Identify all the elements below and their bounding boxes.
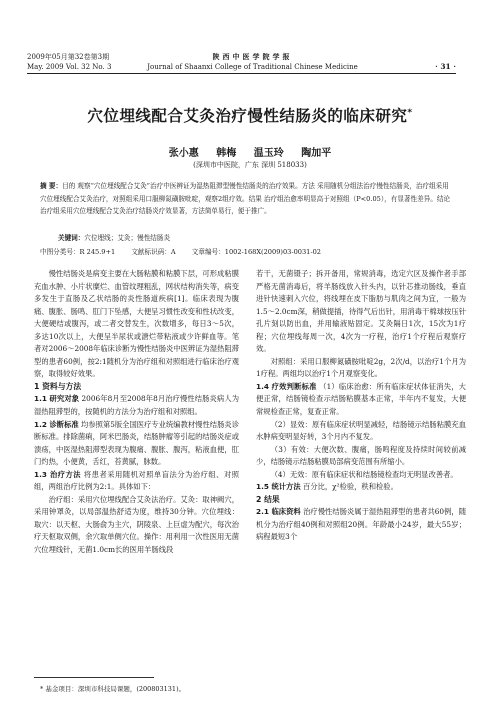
document-code: 文献标识码：A: [131, 248, 176, 256]
body-left-column: [34, 268, 239, 557]
subsection-1-5: [256, 481, 466, 494]
classification-line: [40, 246, 460, 256]
subsection-1-3-text: 将患者采用随机对照单盲法分为治疗组、对照组，两组治疗比例为2:1。具体如下：: [34, 469, 240, 492]
subsection-1-2: [34, 419, 239, 469]
journal-name: [130, 52, 375, 72]
affiliation: (深圳市中医院，广东 深圳 518033): [193, 161, 307, 169]
subsection-2-1: [256, 506, 466, 544]
article-title: [0, 104, 500, 126]
abstract-label: 摘 要：: [40, 182, 63, 190]
journal-issue-info: [27, 52, 111, 72]
subsection-1-3: [34, 469, 239, 494]
section-heading-1: 1 资料与方法: [34, 381, 82, 391]
journal-name-cn: 陕西中医学院学报: [212, 52, 293, 61]
subsection-1-4-head: 1.4 疗效判断标准: [256, 381, 317, 391]
subsection-2-1-head: 2.1 临床资料: [256, 507, 301, 517]
article-id: 文章编号：1002-168X(2009)03-0031-02: [191, 248, 321, 256]
subsection-1-2-head: 1.2 诊断标准: [34, 419, 79, 429]
criteria-3: （3）有效：大便次数、腹痛，肠鸣程度及持续时间较前减少，结肠镜示结肠粘膜局部病变范围有所缩小。: [256, 444, 466, 467]
criteria-2: （2）显效：原有临床症状明显减轻，结肠镜示结肠粘膜充血水肿病变明显好转，3个月内不复发。: [256, 419, 466, 442]
title-text: 穴位埋线配合艾灸治疗慢性结肠炎的临床研究: [87, 107, 408, 125]
subsection-1-3-head: 1.3 治疗方法: [34, 469, 82, 479]
intro-paragraph: 慢性结肠炎是病变主要在大肠粘膜和粘膜下层，可形成粘膜充血水肿、小片状糜烂、血管纹理粗乱，网状结构消失等，病变多发生于直肠及乙状结肠的炎性肠道疾病[1]。临床表现为腹痛、腹胀、肠鸣、肛门下坠感，大便呈习惯性改变和性状改变，大便硬结或腹泻，或二者交替发生，次数增多，每日3～5次，多达10次以上，大便呈半尿状或溏烂带粘液或少许鲜血等。笔者对2006～2008年临床诊断为慢性结肠炎中医辨证为湿热阻滞型的患者60例，按2:1随机分为治疗组和对照组进行临床治疗观察，取得较好效果。: [34, 269, 239, 379]
journal-name-en: Journal of Shaanxi College of Traditional Chinese Medicine: [147, 63, 358, 71]
treatment-group-paragraph: 治疗组：采用穴位埋线配合艾灸法治疗。艾灸：取神阙穴，采用钟罩灸，以局部温热舒适为度，维持30分钟。穴位埋线：取穴：以天枢、大肠俞为主穴，阴陵泉、上巨虚为配穴，每次治疗天枢取双侧，余穴取单侧穴位。操作：用利用一次性医用无菌穴位埋线针，无菌1.0cm长的医用羊肠线段: [34, 494, 239, 555]
issue-line-en: May. 2009 Vol. 32 No. 3: [27, 63, 112, 71]
clc-number: 中图分类号：R 245.9+1: [40, 248, 116, 256]
abstract: [40, 180, 455, 218]
header-divider: [27, 73, 456, 74]
issue-line-cn: 2009年05月第32卷第3期: [27, 53, 110, 61]
keywords: [58, 232, 170, 242]
page-number: · 31 ·: [435, 62, 456, 71]
title-footnote-mark: *: [407, 107, 413, 118]
subsection-1-4: [256, 381, 466, 419]
subsection-1-5-text: 百分比，χ²检验，秩和检验。: [302, 482, 398, 492]
footnote-divider: [34, 677, 154, 678]
section-heading-2: 2 结果: [256, 494, 280, 504]
subsection-1-4-text: （1）临床治愈：所有临床症状体征消失，大便正常，结肠镜检查示结肠粘膜基本正常，半年内不复发，大便常规检查正常，复查正常。: [256, 381, 466, 417]
continued-paragraph: 若干，无菌镊子；拆开备用，常规消毒，选定穴区及操作者手部严格无菌消毒后，将羊肠线放入针头内，以针芯推动肠线，垂直进针快速刺入穴位，将线埋在皮下脂肪与肌肉之间为宜，一般为1.5～2.0cm深，稍做提插，待得气后出针，用消毒干棉球按压针孔片刻以防出血，并用输液贴固定。艾灸隔日1次，15次为1疗程；穴位埋线每周一次，4次为一疗程，治疗1个疗程后观察疗效。: [256, 269, 466, 354]
funding-footnote: * 基金项目：深圳市科技局课题，(200803131)。: [40, 685, 186, 693]
control-group-paragraph: 对照组：采用口服柳氮磺胺吡啶2g，2次/d，以治疗1个月为1疗程。两组均以治疗1个月观察变化。: [256, 356, 466, 379]
subsection-1-1-text: 2006年8月至2008年8月治疗慢性结肠炎病人为湿热阻滞型的，按随机的方法分为治疗组和对照组。: [34, 394, 240, 417]
keywords-label: 关键词：: [58, 234, 85, 242]
abstract-text: 目的 观察“穴位埋线配合艾灸”治疗中医辨证为湿热阻滞型慢性结肠炎的治疗效果。方法 采用随机分组法治疗慢性结肠炎，治疗组采用穴位埋线配合艾灸治疗，对照组采用口服柳氮磺胺吡啶，观察2组疗效。结果 治疗组治愈率明显高于对照组（P<0.05），有显著性差异。结论 治疗组采用穴位埋线配合艾灸治疗结肠炎疗效显著，方法简单易行，便于推广。: [40, 182, 451, 216]
author-list: 张小惠 韩梅 温玉玲 陶加平: [168, 148, 332, 159]
subsection-1-1-head: 1.1 研究对象: [34, 394, 80, 404]
criteria-4: （4）无效：原有临床症状和结肠镜检查均无明显改善者。: [270, 469, 458, 479]
subsection-2-1-text: 治疗慢性结肠炎属于湿热阻滞型的患者共60例，随机分为治疗组40例和对照组20例。年龄最小24岁，最大55岁；病程最短3个: [256, 507, 466, 542]
keywords-text: 穴位埋线；艾灸；慢性结肠炎: [84, 234, 171, 242]
subsection-1-2-text: 均参照第5版全国医疗专业统编教材慢性结肠炎诊断标准。排除菌痢，阿米巴肠炎，结肠肿瘤等引起的结肠炎症或溃疡，中医湿热阻滞型表现为腹痛、腹胀、腹泻，粘液血便，肛门灼热，小便黄，舌红，苔黄腻，脉数。: [34, 419, 239, 467]
body-right-column: [256, 268, 466, 544]
subsection-1-5-head: 1.5 统计方法: [256, 482, 301, 492]
subsection-1-1: [34, 393, 239, 418]
